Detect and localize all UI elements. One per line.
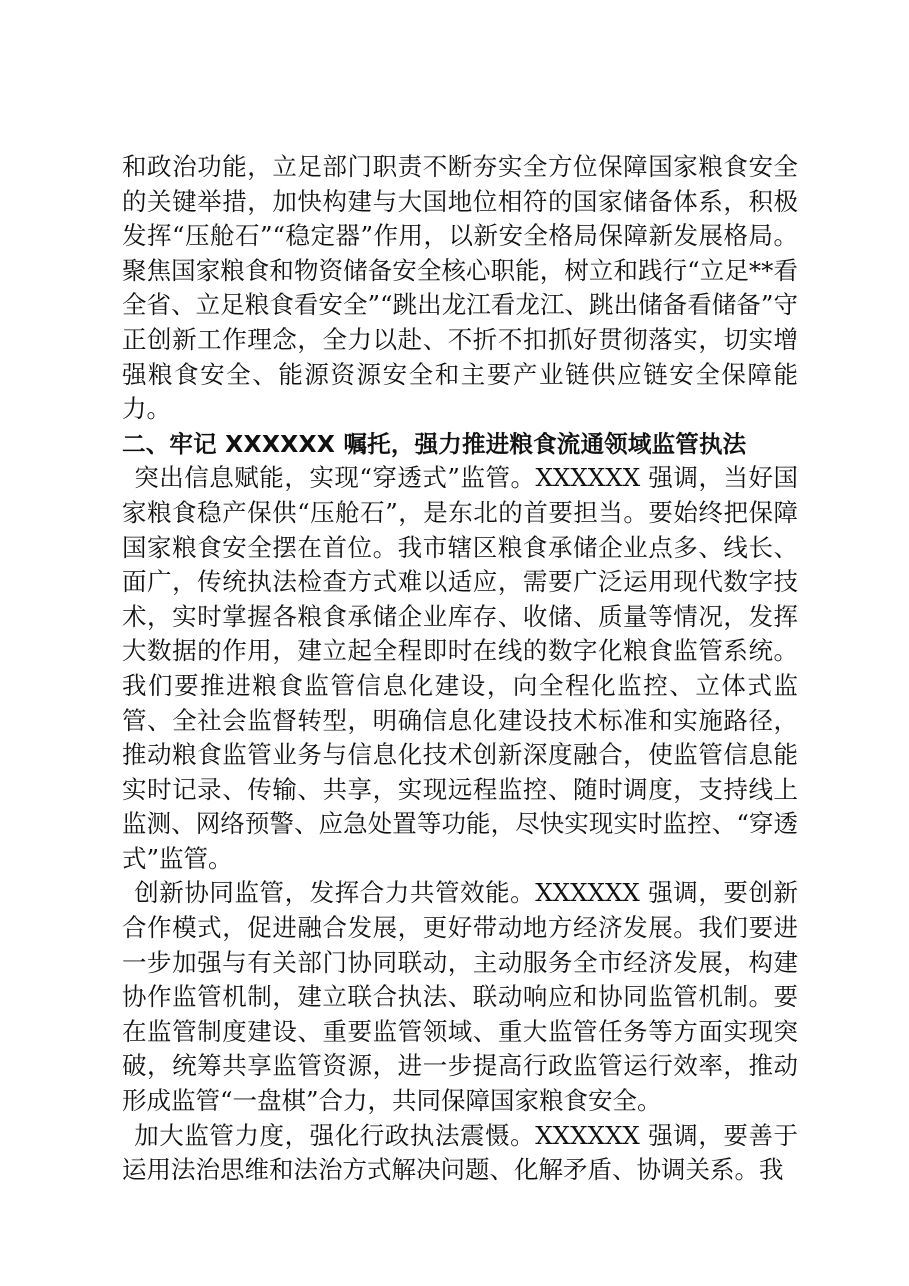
paragraph-information-empowerment: 突出信息赋能，实现“穿透式”监管。XXXXXX 强调，当好国家粮食稳产保供“压舱石”，是东北的首要担当。要始终把保障国家粮食安全摆在首位。我市辖区粮食承储企业点多、线长、面广，传统执法检查方式难以适应，需要广泛运用现代数字技术，实时掌握各粮食承储企业库存、收储、质量等情况，发挥大数据的作用，建立起全程即时在线的数字化粮食监管系统。我们要推进粮食监管信息化建设，向全程化监控、立体式监管、全社会监督转型，明确信息化建设技术标准和实施路径，推动粮食监管业务与信息化技术创新深度融合，使监管信息能实时记录、传输、共享，实现远程监控、随时调度，支持线上监测、网络预警、应急处置等功能，尽快实现实时监控、“穿透式”监管。 <box>122 463 798 873</box>
paragraph-enforcement-strength: 加大监管力度，强化行政执法震慑。XXXXXX 强调，要善于运用法治思维和法治方式解决问题、化解矛盾、协调关系。我 <box>122 1120 798 1185</box>
paragraph-intro-continuation: 和政治功能，立足部门职责不断夯实全方位保障国家粮食安全的关键举措，加快构建与大国地位相符的国家储备体系，积极发挥“压舱石”“稳定器”作用，以新安全格局保障新发展格局。聚焦国家粮食和物资储备安全核心职能，树立和践行“立足**看全省、立足粮食看安全”“跳出龙江看龙江、跳出储备看储备”守正创新工作理念，全力以赴、不折不扣抓好贯彻落实，切实增强粮食安全、能源资源安全和主要产业链供应链安全保障能力。 <box>122 152 798 424</box>
section-heading-2: 二、牢记 XXXXXX 嘱托，强力推进粮食流通领域监管执法 <box>122 429 747 458</box>
paragraph-collaborative-supervision: 创新协同监管，发挥合力共管效能。XXXXXX 强调，要创新合作模式，促进融合发展，更好带动地方经济发展。我们要进一步加强与有关部门协同联动，主动服务全市经济发展，构建协作监管机制，建立联合执法、联动响应和协同监管机制。要在监管制度建设、重要监管领域、重大监管任务等方面实现突破，统筹共享监管资源，进一步提高行政监管运行效率，推动形成监管“一盘棋”合力，共同保障国家粮食安全。 <box>122 878 798 1116</box>
document-body <box>122 150 798 1188</box>
